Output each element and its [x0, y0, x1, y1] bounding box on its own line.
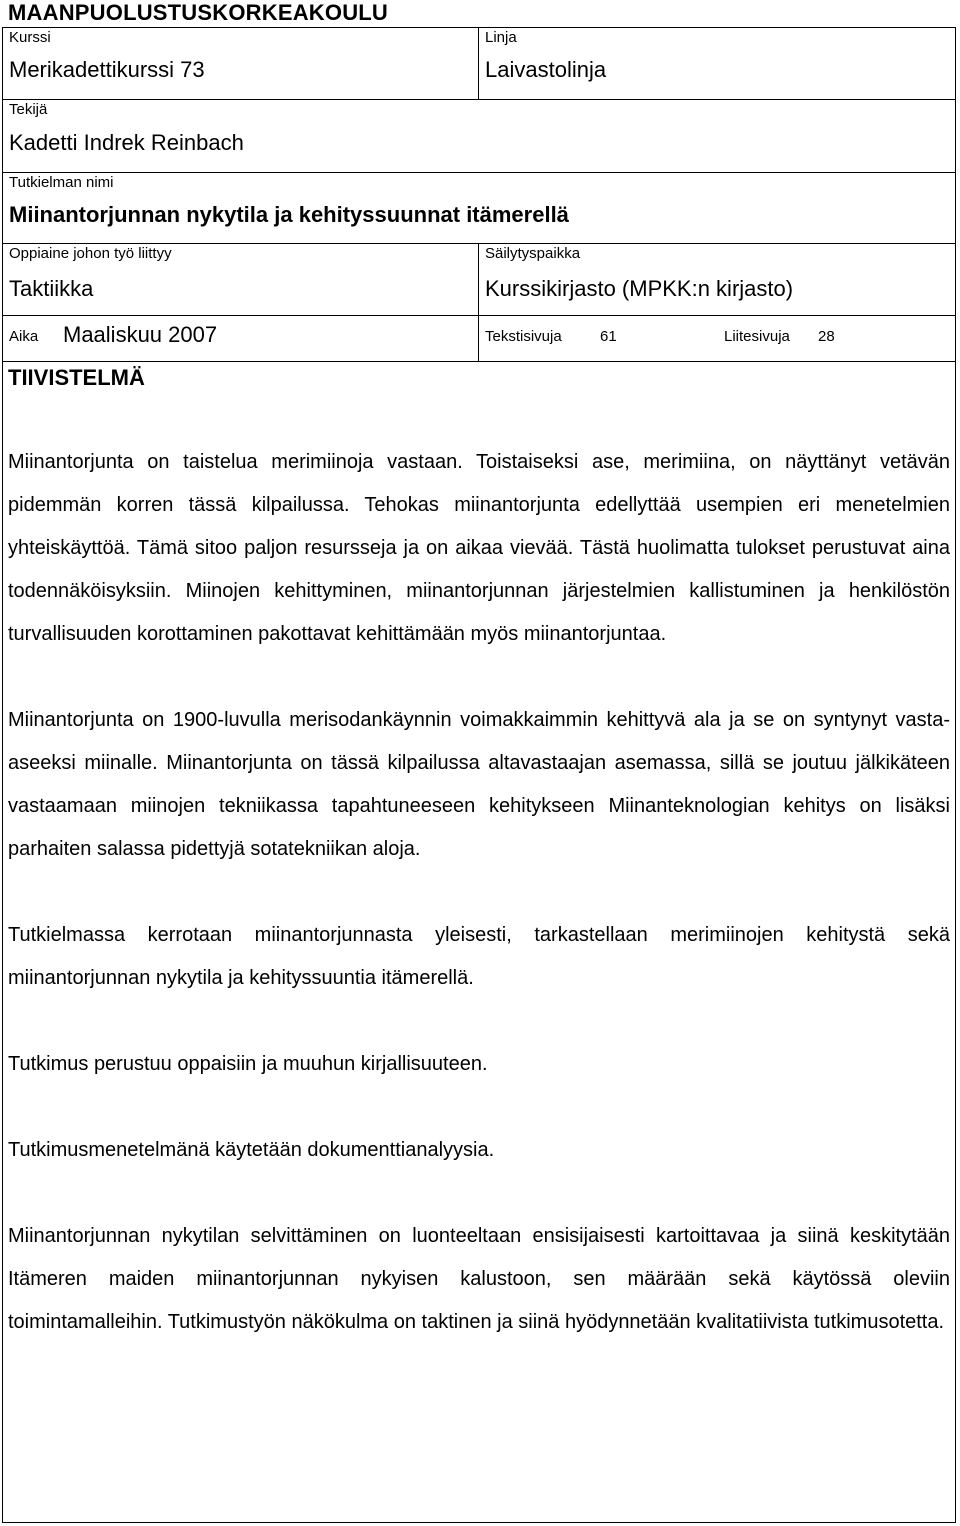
row-divider — [3, 99, 955, 100]
kurssi-label: Kurssi — [9, 29, 51, 46]
tekstisivuja-label: Tekstisivuja — [485, 328, 562, 345]
aika-label: Aika — [9, 328, 39, 345]
tekija-value: Kadetti Indrek Reinbach — [9, 130, 244, 155]
tekija-label: Tekijä — [9, 101, 48, 118]
institution-title: MAANPUOLUSTUSKORKEAKOULU — [8, 0, 389, 25]
row-divider — [3, 315, 955, 316]
sailytys-value: Kurssikirjasto (MPKK:n kirjasto) — [485, 276, 794, 301]
abstract-paragraph: Miinantorjunta on 1900-luvulla merisodankäynnin voimakkaimmin kehittyvä ala ja se on syntynyt vasta-aseeksi miinalle. Miinantorjunta on tässä kilpailussa altavastaajan asemassa, sillä se joutuu jälkikäteen vastaamaan miinojen tekniikassa tapahtuneeseen kehitykseen Miinanteknologian kehitys on lisäksi parhaiten salassa pidettyjä sotatekniikan aloja. — [8, 709, 950, 860]
row-divider — [3, 361, 955, 362]
abstract-paragraph: Tutkimus perustuu oppaisiin ja muuhun kirjallisuuteen. — [8, 1053, 488, 1075]
oppiaine-label: Oppiaine johon työ liittyy — [9, 245, 172, 262]
row-divider — [3, 172, 955, 173]
sailytys-label: Säilytyspaikka — [485, 245, 581, 262]
abstract-paragraph: Tutkielmassa kerrotaan miinantorjunnasta yleisesti, tarkastellaan merimiinojen kehitystä sekä miinantorjunnan nykytila ja kehityssuuntia itämerellä. — [8, 924, 950, 989]
kurssi-value: Merikadettikurssi 73 — [9, 57, 205, 82]
linja-label: Linja — [485, 29, 517, 46]
aika-value: Maaliskuu 2007 — [63, 322, 218, 347]
column-divider — [478, 243, 479, 361]
linja-value: Laivastolinja — [485, 57, 607, 82]
abstract-title: TIIVISTELMÄ — [8, 365, 145, 390]
tutkielma-value: Miinantorjunnan nykytila ja kehityssuunnat itämerellä — [9, 202, 569, 227]
abstract-paragraph: Miinantorjunta on taistelua merimiinoja vastaan. Toistaiseksi ase, merimiina, on näyttänyt vetävän pidemmän korren tässä kilpailussa. Tehokas miinantorjunta edellyttää usempien eri menetelmien yhteiskäyttöä. Tämä sitoo paljon resursseja ja on aikaa vievää. Tästä huolimatta tulokset perustuvat aina todennäköisyksiin. Miinojen kehittyminen, miinantorjunnan järjestelmien kallistuminen ja henkilöstön turvallisuuden korottaminen pakottavat kehittämään myös miinantorjuntaa. — [8, 451, 950, 645]
column-divider — [478, 28, 479, 99]
liitesivuja-label: Liitesivuja — [724, 328, 790, 345]
tekstisivuja-value: 61 — [600, 328, 617, 345]
abstract-body — [8, 441, 950, 1344]
abstract-paragraph: Miinantorjunnan nykytilan selvittäminen on luonteeltaan ensisijaisesti kartoittavaa ja siinä keskitytään Itämeren maiden miinantorjunnan nykyisen kalustoon, sen määrään sekä käytössä oleviin toimintamalleihin. Tutkimustyön näkökulma on taktinen ja siinä hyödynnetään kvalitatiivista tutkimusotetta. — [8, 1225, 950, 1333]
oppiaine-value: Taktiikka — [9, 276, 94, 301]
abstract-paragraph: Tutkimusmenetelmänä käytetään dokumenttianalyysia. — [8, 1139, 495, 1161]
liitesivuja-value: 28 — [818, 328, 835, 345]
tutkielma-label: Tutkielman nimi — [9, 174, 114, 191]
row-divider — [3, 243, 955, 244]
